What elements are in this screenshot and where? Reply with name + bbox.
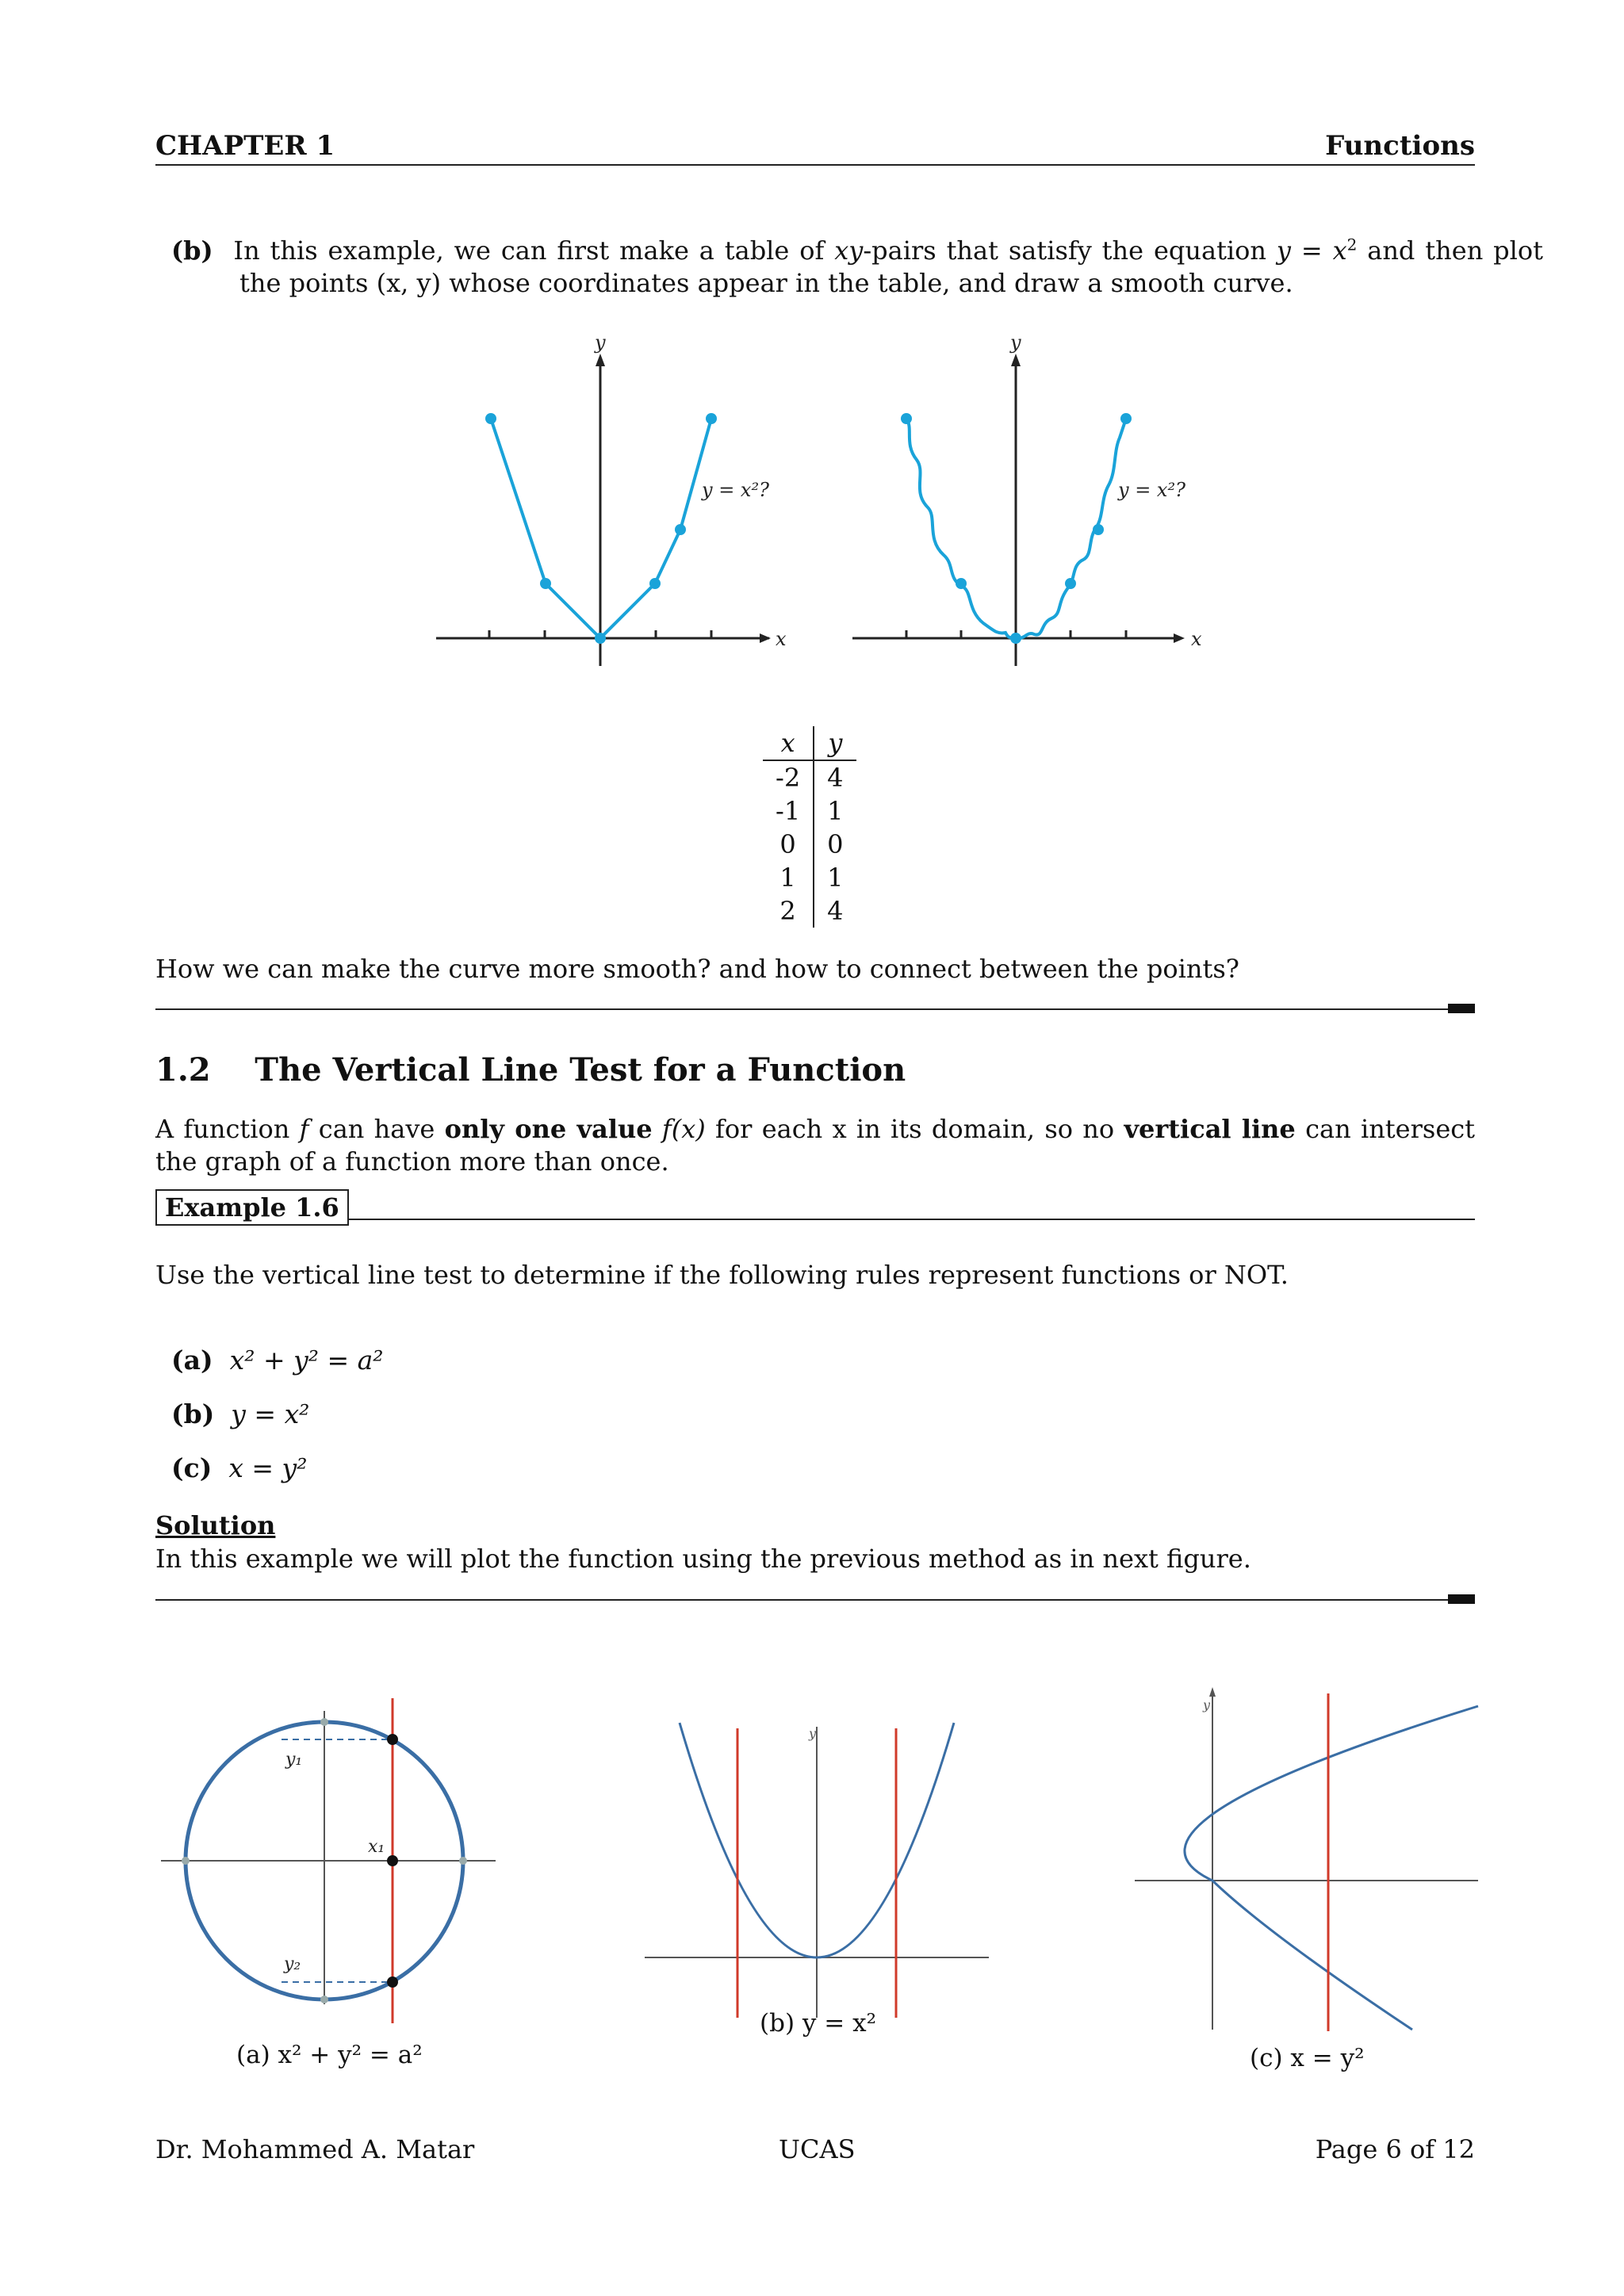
right-curve-label: y = x²?: [1118, 479, 1185, 501]
caption-a: (a) x² + y² = a²: [236, 2041, 423, 2069]
table-cell: 4: [827, 763, 844, 793]
def-bold-vertical-line: vertical line: [1124, 1114, 1296, 1144]
def-bold-only-one-value: only one value: [444, 1114, 653, 1144]
item-expr: y = x²: [231, 1399, 310, 1429]
fig-a-label-y2: y₂: [284, 1954, 301, 1974]
footer-author: Dr. Mohammed A. Matar: [155, 2134, 475, 2164]
part-b-text-2: -pairs that satisfy the equation: [863, 235, 1277, 266]
fig-a-label-x1: x₁: [368, 1837, 385, 1857]
solution-label: Solution: [155, 1510, 276, 1540]
left-curve-label: y = x²?: [702, 479, 769, 501]
item-expr: x = y²: [228, 1452, 308, 1483]
part-b-equation-exp: 2: [1346, 235, 1358, 254]
figure-b: [645, 1723, 989, 2018]
example-prompt: Use the vertical line test to determine if the following rules represent functions or NOT.: [155, 1260, 1289, 1290]
fig-a-point-mid: [387, 1855, 398, 1866]
fig-c-y-label: y: [1203, 1697, 1211, 1712]
right-x-label: x: [1191, 628, 1202, 650]
item-label: (c): [171, 1452, 213, 1483]
fig-a-label-y1: y₁: [285, 1750, 303, 1770]
item-label: (a): [171, 1345, 213, 1376]
right-y-label: y: [1010, 331, 1021, 354]
part-b-text-3: and then plot the points (x, y) whose coordinates appear in the table, and draw a smooth curve.: [239, 235, 1544, 298]
table-cell: 2: [763, 894, 814, 928]
left-y-label: y: [595, 331, 606, 354]
fig-a-marker: [459, 1857, 467, 1865]
table-cell: 1: [827, 863, 844, 893]
def-text: can intersect the graph of a function more than once.: [155, 1114, 1476, 1177]
part-b-xy: xy: [834, 235, 864, 266]
item-label: (b): [171, 1399, 215, 1429]
fig-c-sideways-parabola: [1185, 1706, 1478, 2030]
fig-b-y-label: y: [809, 1726, 817, 1741]
item-expr: x² + y² = a²: [229, 1345, 384, 1376]
part-b-equation: y = x: [1276, 235, 1347, 266]
table-cell: 1: [827, 796, 844, 826]
fig-a-marker: [320, 1718, 328, 1726]
def-text: A function: [155, 1114, 300, 1144]
footer-page: Page 6 of 12: [1315, 2134, 1475, 2164]
part-b-label: (b): [171, 235, 213, 266]
caption-c: (c) x = y²: [1250, 2044, 1365, 2072]
table-cell: 0: [763, 828, 814, 861]
fig-a-marker: [320, 1996, 328, 2003]
table-cell: 1: [763, 861, 814, 894]
figure-c: [1135, 1687, 1478, 2031]
table-header-y: y: [814, 726, 856, 760]
def-text: for each x in its domain, so no: [705, 1114, 1124, 1144]
solution-text: In this example we will plot the function using the previous method as in next figure.: [155, 1544, 1251, 1574]
caption-b: (b) y = x²: [760, 2009, 876, 2038]
table-cell: -2: [763, 760, 814, 794]
topic-header: Functions: [1325, 130, 1475, 162]
left-x-label: x: [776, 628, 787, 650]
fig-a-point-top: [387, 1734, 398, 1745]
footer-institution: UCAS: [779, 2134, 856, 2164]
part-b-text-1: In this example, we can first make a table of: [233, 235, 835, 266]
table-header-x: x: [763, 726, 814, 760]
section-title: The Vertical Line Test for a Function: [255, 1051, 906, 1089]
def-text: can have: [308, 1114, 445, 1144]
table-cell: -1: [763, 794, 814, 828]
smooth-question: How we can make the curve more smooth? and how to connect between the points?: [155, 954, 1239, 984]
table-cell: 4: [827, 896, 844, 926]
section-number: 1.2: [155, 1051, 211, 1089]
def-fx: f(x): [661, 1114, 706, 1144]
figure-a: [161, 1698, 496, 2023]
fig-c-y-arrow: [1209, 1687, 1216, 1697]
fig-a-marker: [182, 1857, 190, 1865]
table-cell: 0: [827, 829, 844, 859]
example-title: Example 1.6: [155, 1189, 349, 1226]
fig-a-point-bottom: [387, 1976, 398, 1988]
chapter-header: CHAPTER 1: [155, 130, 335, 162]
def-f: f: [299, 1114, 309, 1144]
